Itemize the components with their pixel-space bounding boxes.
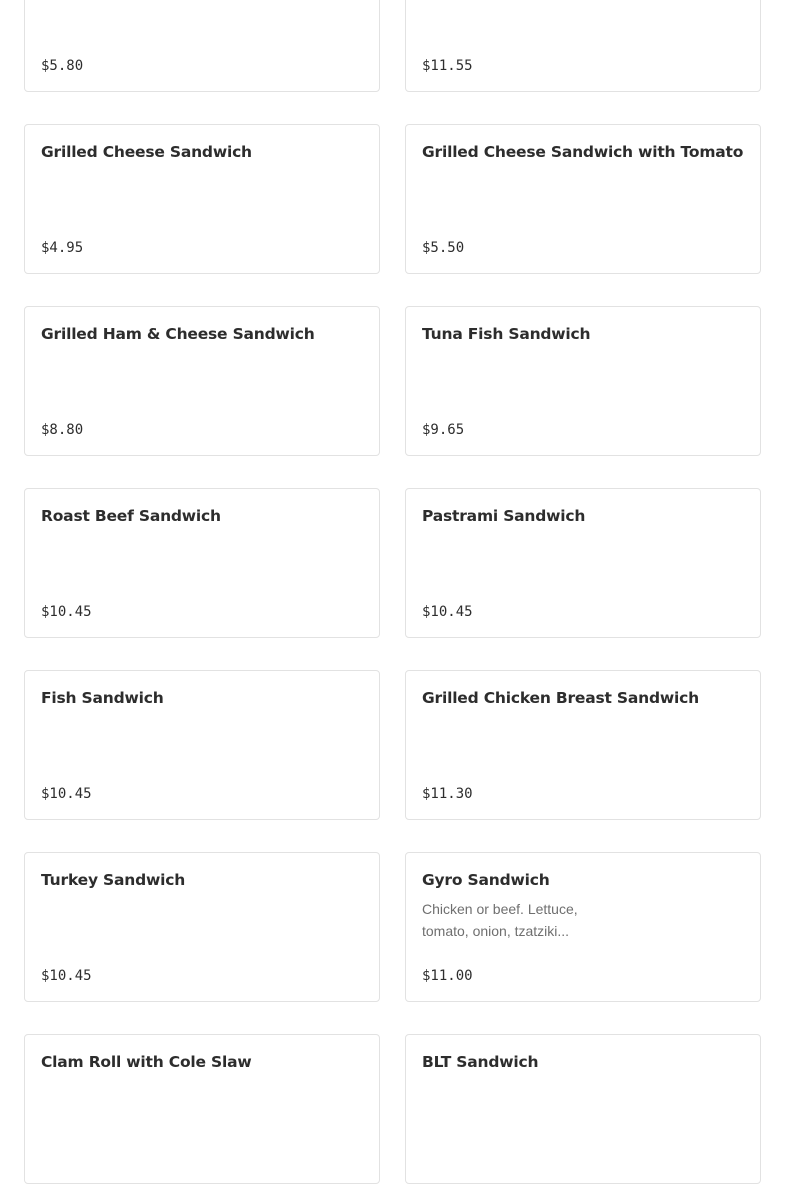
menu-item-card[interactable] — [405, 124, 761, 274]
menu-item-card[interactable] — [405, 670, 761, 820]
menu-item-name: Roast Beef Sandwich — [41, 507, 221, 525]
menu-item-card[interactable] — [405, 0, 761, 92]
menu-item-name: Grilled Cheese Sandwich with Tomato — [422, 143, 744, 161]
menu-item-card[interactable] — [24, 1034, 380, 1184]
menu-item-name: Grilled Cheese Sandwich — [41, 143, 252, 161]
menu-item-card[interactable] — [24, 488, 380, 638]
menu-item-name: Pastrami Sandwich — [422, 507, 586, 525]
menu-item-card[interactable] — [405, 306, 761, 456]
menu-item-price: $10.45 — [41, 604, 92, 620]
menu-item-price: $5.80 — [41, 58, 84, 74]
menu-item-card[interactable] — [24, 670, 380, 820]
menu-item-name: Grilled Chicken Breast Sandwich — [422, 689, 699, 707]
menu-item-name: Fish Sandwich — [41, 689, 164, 707]
menu-item-price: $11.30 — [422, 786, 473, 802]
menu-item-name: Clam Roll with Cole Slaw — [41, 1053, 252, 1071]
menu-item-name: Gyro Sandwich — [422, 871, 550, 889]
menu-item-name: Tuna Fish Sandwich — [422, 325, 591, 343]
menu-item-name: Grilled Ham & Cheese Sandwich — [41, 325, 315, 343]
menu-item-name: BLT Sandwich — [422, 1053, 539, 1071]
menu-item-name: Turkey Sandwich — [41, 871, 186, 889]
menu-item-price: $5.50 — [422, 240, 465, 256]
menu-item-card[interactable] — [24, 124, 380, 274]
menu-items-grid — [24, 0, 761, 1184]
menu-item-card[interactable] — [405, 852, 761, 1002]
menu-item-price: $9.65 — [422, 422, 465, 438]
menu-item-card[interactable] — [24, 306, 380, 456]
menu-item-card[interactable] — [405, 1034, 761, 1184]
menu-item-card[interactable] — [24, 0, 380, 92]
menu-item-price: $4.95 — [41, 240, 84, 256]
menu-item-price: $11.55 — [422, 58, 473, 74]
menu-item-price: $8.80 — [41, 422, 84, 438]
menu-item-description: Chicken or beef. Lettuce, tomato, onion, tzatziki... — [422, 901, 578, 939]
menu-item-card[interactable] — [405, 488, 761, 638]
menu-item-price: $10.45 — [422, 604, 473, 620]
menu-item-price: $11.00 — [422, 968, 473, 984]
menu-item-price: $10.45 — [41, 786, 92, 802]
menu-item-price: $10.45 — [41, 968, 92, 984]
menu-item-card[interactable] — [24, 852, 380, 1002]
